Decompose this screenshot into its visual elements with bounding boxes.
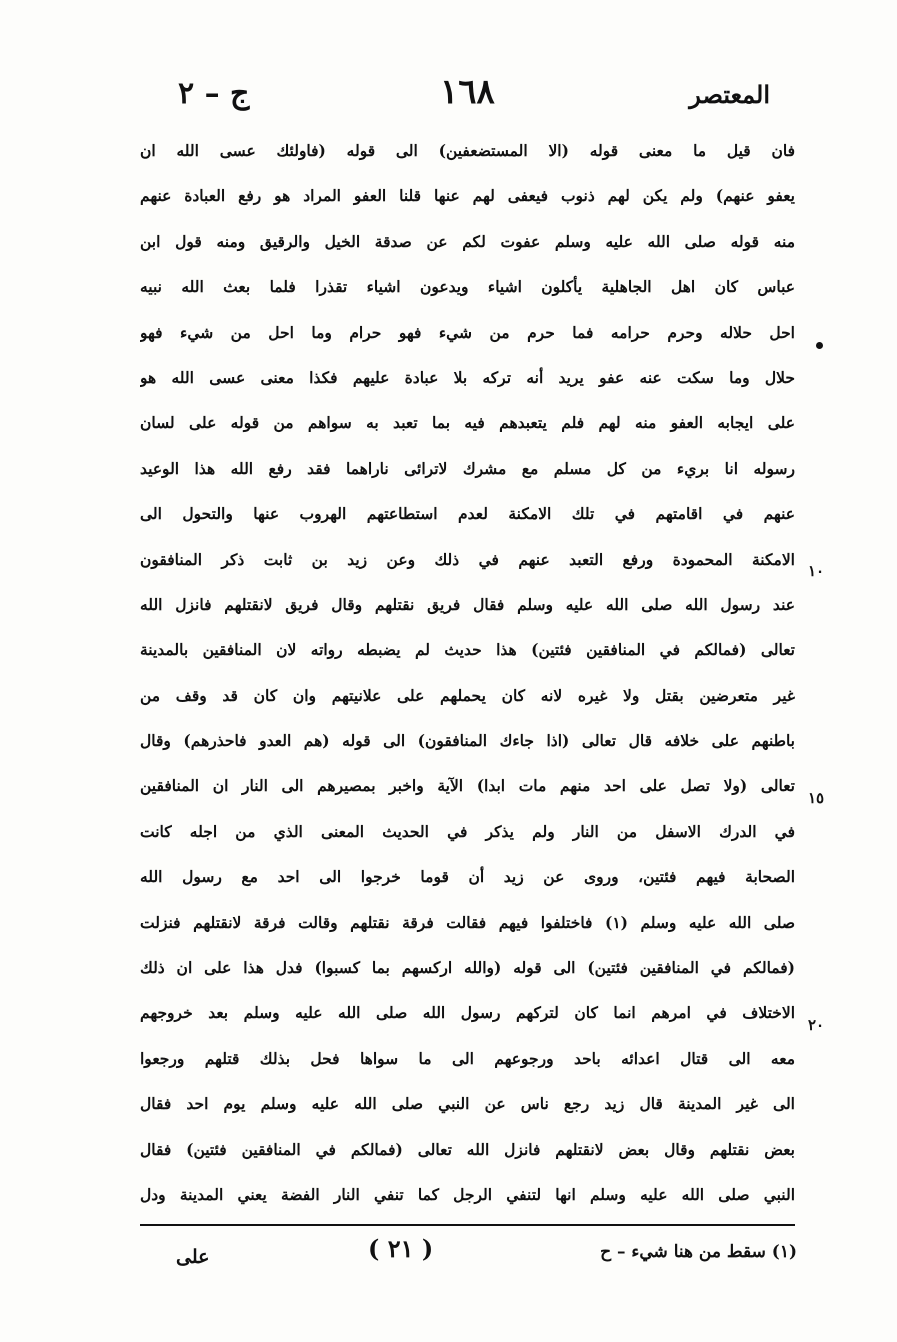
page-number: ١٦٨ <box>440 72 495 112</box>
text-line: تعالى (فمالكم في المنافقين فئتين) هذا حديث لم يضبطه رواته لان المنافقين بالمدينة <box>140 640 795 660</box>
line-number-15: ١٥ <box>808 789 825 807</box>
line-number-20: ٢٠ <box>808 1016 825 1034</box>
text-line: صلى الله عليه وسلم (١) فاختلفوا فيهم فقالت فرقة نقتلهم وقالت فرقة لانقتلهم فنزلت <box>140 912 795 932</box>
text-line: الصحابة فيهم فئتين، وروى عن زيد أن قوما خرجوا الى احد مع رسول الله <box>140 867 795 887</box>
text-line: الامكنة المحمودة ورفع التعبد عنهم في ذلك وعن زيد بن ثابت ذكر المنافقون <box>140 549 795 569</box>
book-title: المعتصر <box>689 80 770 109</box>
text-line: باطنهم على خلافه قال تعالى (اذا جاءك المنافقون) الى قوله (هم العدو فاحذرهم) وقال <box>140 731 795 751</box>
text-line: عند رسول الله صلى الله عليه وسلم فقال فريق نقتلهم وقال فريق لانقتلهم فانزل الله <box>140 594 795 614</box>
text-line: عباس كان اهل الجاهلية يأكلون اشياء ويدعون اشياء تقذرا فلما بعث الله نبيه <box>140 277 795 297</box>
text-line: بعض نقتلهم وقال بعض لانقتلهم فانزل الله تعالى (فمالكم في المنافقين فئتين) فقال <box>140 1139 795 1159</box>
text-line: تعالى (ولا تصل على احد منهم مات ابدا) الآية واخبر بمصيرهم الى النار ان المنافقين <box>140 776 795 796</box>
body-text <box>140 128 795 1217</box>
text-line: عنهم في اقامتهم في تلك الامكنة لعدم استطاعتهم الهروب عنها والتحول الى <box>140 504 795 524</box>
text-line: غير متعرضين بقتل ولا غيره لانه كان يحملهم على علانيتهم وان كان قد وقف من <box>140 685 795 705</box>
text-line: احل حلاله وحرم حرامه فما حرم من شيء فهو حرام وما احل من شيء فهو <box>140 322 795 342</box>
footnote-divider <box>140 1224 795 1226</box>
text-line: رسوله انا بريء من كل مسلم مع مشرك لاترائى ناراهما فقد رفع الله هذا الوعيد <box>140 458 795 478</box>
footnote: (١) سقط من هنا شيء – ح <box>600 1242 797 1262</box>
line-number-10: ١٠ <box>808 562 825 580</box>
text-line: فان قيل ما معنى قوله (الا المستضعفين) الى قوله (فاولئك عسى الله ان <box>140 141 795 160</box>
text-line: معه الى قتال اعدائه باحد ورجوعهم الى ما سواها فحل بذلك قتلهم ورجعوا <box>140 1048 795 1068</box>
text-line: (فمالكم في المنافقين فئتين) الى قوله (والله اركسهم بما كسبوا) فدل هذا على ان ذلك <box>140 958 795 978</box>
volume-label: ج – ٢ <box>178 76 250 111</box>
text-line: منه قوله صلى الله عليه وسلم عفوت لكم عن صدقة الخيل والرقيق ومنه قول ابن <box>140 231 795 251</box>
page-header <box>150 72 770 122</box>
text-line: يعفو عنهم) ولم يكن لهم ذنوب فيعفى لهم عنها قلنا العفو المراد هو رفع العبادة عنهم <box>140 186 795 206</box>
margin-bullet-mark <box>816 342 823 349</box>
text-line: الى غير المدينة قال زيد رجع ناس عن النبي صلى الله عليه وسلم يوم احد فقال <box>140 1094 795 1114</box>
sheet-number: ( ٢١ ) <box>368 1234 434 1263</box>
text-line: في الدرك الاسفل من النار ولم يذكر في الحديث المعنى الذي من اجله كانت <box>140 821 795 841</box>
catchword: على <box>176 1246 210 1268</box>
text-line: حلال وما سكت عنه عفو يريد أنه تركه بلا عبادة عليهم فكذا معنى عسى الله هو <box>140 367 795 387</box>
text-line: الاختلاف في امرهم انما كان لتركهم رسول الله صلى الله عليه وسلم بعد خروجهم <box>140 1003 795 1023</box>
text-line: النبي صلى الله عليه وسلم انها لتنفي الرجل كما تنفي النار الفضة يعني المدينة ودل <box>140 1184 795 1204</box>
text-line: على ايجابه العفو منه لهم فلم يتعبدهم فيه بما تعبد به سواهم من قوله على لسان <box>140 413 795 433</box>
